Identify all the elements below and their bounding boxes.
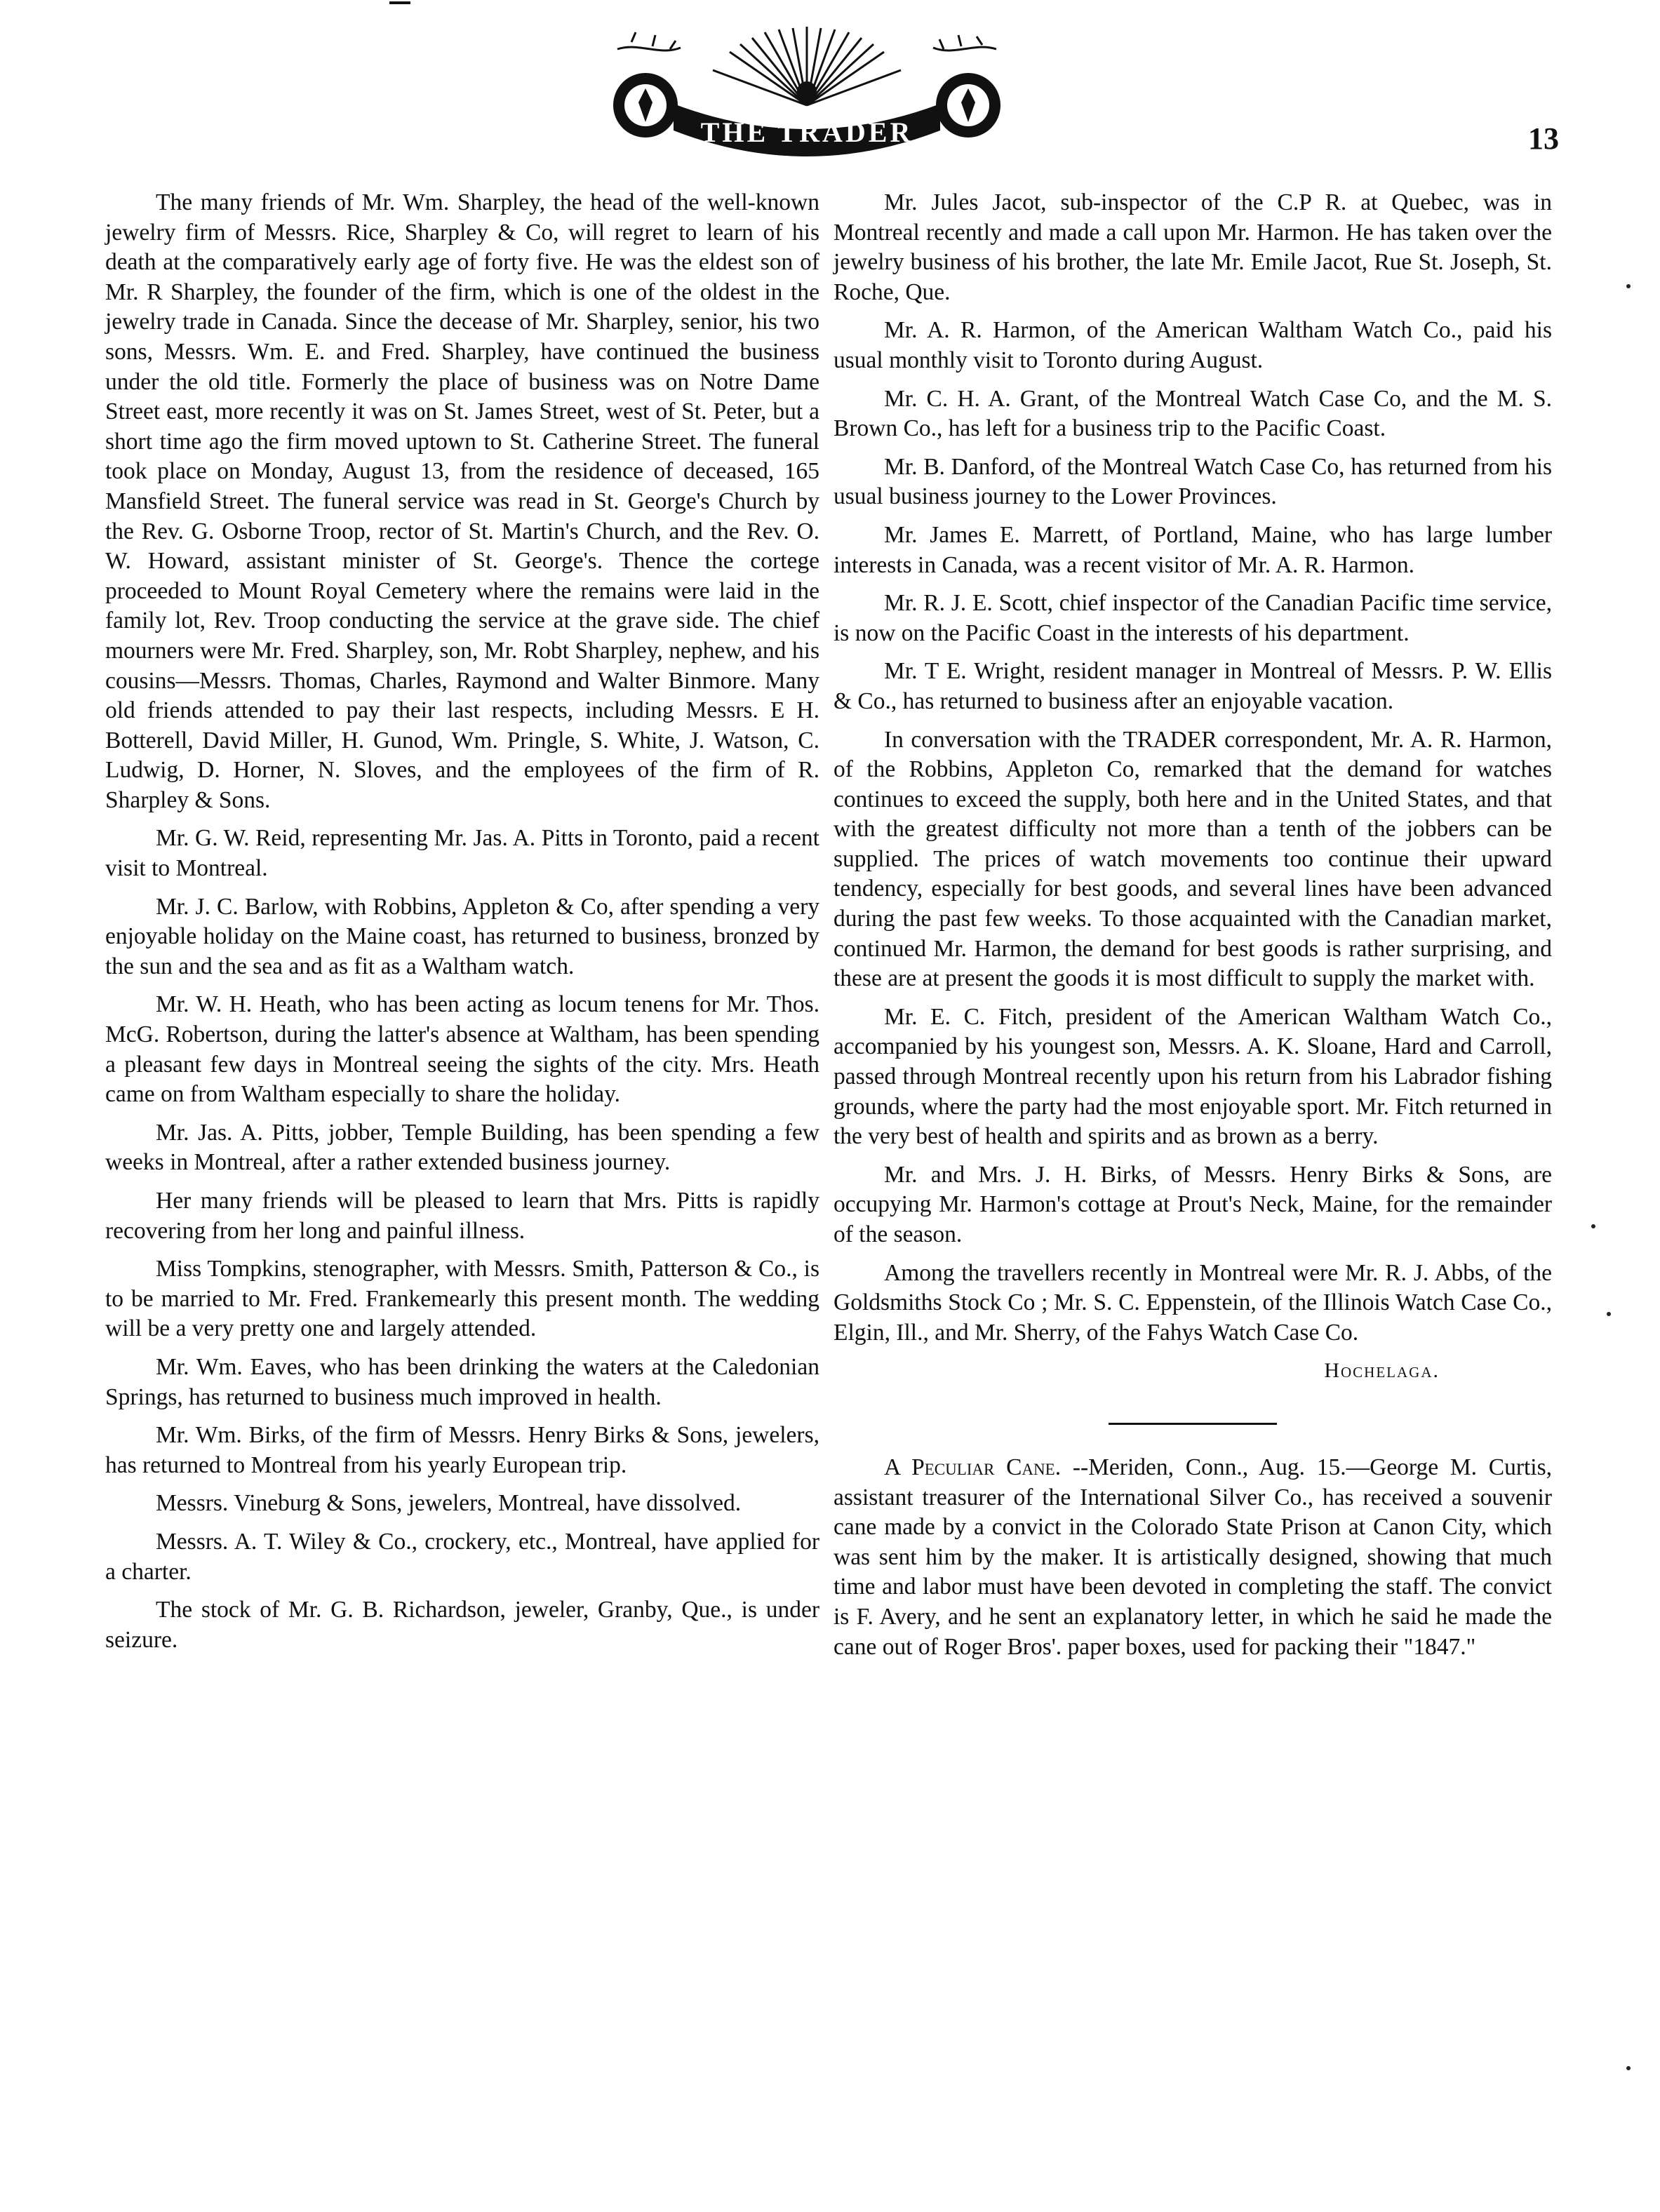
paragraph-richardson: The stock of Mr. G. B. Richardson, jeweler, Granby, Que., is under seizure. [105, 1597, 819, 1653]
stray-mark [389, 1, 410, 4]
article-heading: A Peculiar Cane. [884, 1454, 1062, 1480]
paragraph-scott: Mr. R. J. E. Scott, chief inspector of the Canadian Pacific time service, is now on the Pacific Coast in the interests of his department. [834, 590, 1552, 646]
paragraph-sharpley-obituary: The many friends of Mr. Wm. Sharpley, the head of the well-known jewelry firm of Messrs. Rice, Sharpley & Co, will regret to learn of his death at the comparatively early age of forty five. He was the eldest son of Mr. R Sharpley, the founder of the firm, which is one of the oldest in the jewelry trade in Canada. Since the decease of Mr. Sharpley, senior, his two sons, Messrs. Wm. E. and Fred. Sharpley, have continued the business under the old title. Formerly the place of business was on Notre Dame Street east, more recently it was on St. James Street, west of St. Peter, but a short time ago the firm moved uptown to St. Catherine Street. The funeral took place on Monday, August 13, from the residence of deceased, 165 Mansfield Street. The funeral service was read in St. George's Church by the Rev. G. Osborne Troop, rector of St. Martin's Church, and the Rev. O. W. Howard, assistant minister of St. George's. Thence the cortege proceeded to Mount Royal Cemetery where the remains were laid in the family lot, Rev. Troop conducting the service at the grave side. The chief mourners were Mr. Fred. Sharpley, son, Mr. Robt Sharpley, nephew, and his cousins—Messrs. Thomas, Charles, Raymond and Walter Binmore. Many old friends attended to pay their last respects, including Messrs. E H. Botterell, David Miller, H. Gunod, Wm. Pringle, S. White, J. Watson, C. Ludwig, D. Horner, N. Sloves, and the employees of the firm of R. Sharpley & Sons. [105, 189, 819, 813]
print-speck [1626, 284, 1631, 288]
paragraph-wright: Mr. T E. Wright, resident manager in Montreal of Messrs. P. W. Ellis & Co., has returned to business after an enjoyable vacation. [834, 658, 1552, 714]
correspondent-signature: Hochelaga. [1324, 1359, 1440, 1383]
paragraph-birks: Mr. Wm. Birks, of the firm of Messrs. Henry Birks & Sons, jewelers, has returned to Montreal from his yearly European trip. [105, 1422, 819, 1478]
paragraph-pitts: Mr. Jas. A. Pitts, jobber, Temple Building, has been spending a few weeks in Montreal, after a rather extended business journey. [105, 1119, 819, 1176]
paragraph-birks-cottage: Mr. and Mrs. J. H. Birks, of Messrs. Henry Birks & Sons, are occupying Mr. Harmon's cottage at Prout's Neck, Maine, for the remainder of the season. [834, 1161, 1552, 1247]
paragraph-travellers: Among the travellers recently in Montreal were Mr. R. J. Abbs, of the Goldsmiths Stock Co ; Mr. S. C. Eppenstein, of the Illinois Watch Case Co., Elgin, Ill., and Mr. Sherry, of the Fahys Watch Case Co. [834, 1259, 1552, 1346]
print-speck [1607, 1312, 1611, 1316]
paragraph-harmon-visit: Mr. A. R. Harmon, of the American Waltham Watch Co., paid his usual monthly visit to Toronto during August. [834, 317, 1552, 373]
section-divider [1109, 1423, 1277, 1425]
paragraph-fitch: Mr. E. C. Fitch, president of the American Waltham Watch Co., accompanied by his youngest son, Messrs. A. K. Sloane, Hard and Carroll, passed through Montreal recently upon his return from his Labrador fishing grounds, where the party had the most enjoyable sport. Mr. Fitch returned in the very best of health and spirits and as brown as a berry. [834, 1003, 1552, 1150]
paragraph-jacot: Mr. Jules Jacot, sub-inspector of the C.P R. at Quebec, was in Montreal recently and made a call upon Mr. Harmon. He has taken over the jewelry business of his brother, the late Mr. Emile Jacot, Rue St. Joseph, St. Roche, Que. [834, 189, 1552, 305]
paragraph-marrett: Mr. James E. Marrett, of Portland, Maine, who has large lumber interests in Canada, was a recent visitor of Mr. A. R. Harmon. [834, 521, 1552, 578]
print-speck [1626, 2066, 1631, 2070]
masthead-title: THE TRADER [700, 116, 913, 148]
left-column [105, 188, 819, 1663]
paragraph-barlow: Mr. J. C. Barlow, with Robbins, Appleton & Co, after spending a very enjoyable holiday on the Maine coast, has returned to business, bronzed by the sun and the sea and as fit as a Waltham watch. [105, 893, 819, 979]
right-column [834, 188, 1552, 1670]
paragraph-grant: Mr. C. H. A. Grant, of the Montreal Watch Case Co, and the M. S. Brown Co., has left for a business trip to the Pacific Coast. [834, 385, 1552, 442]
page-number: 13 [1528, 121, 1559, 156]
paragraph-danford: Mr. B. Danford, of the Montreal Watch Case Co, has returned from his usual business journey to the Lower Provinces. [834, 453, 1552, 510]
article-body: --Meriden, Conn., Aug. 15.—George M. Curtis, assistant treasurer of the International Silver Co., has received a souvenir cane made by a convict in the Colorado State Prison at Canon City, which was sent him by the maker. It is artistically designed, showing that much time and labor must have been devoted in completing the staff. The convict is F. Avery, and he sent an explanatory letter, in which he said he made the cane out of Roger Bros'. paper boxes, used for packing their "1847." [834, 1454, 1552, 1660]
masthead-ornament-icon [589, 21, 1024, 161]
print-speck [1591, 1224, 1595, 1228]
paragraph-heath: Mr. W. H. Heath, who has been acting as locum tenens for Mr. Thos. McG. Robertson, during the latter's absence at Waltham, has been spending a pleasant few days in Montreal seeing the sights of the city. Mrs. Heath came on from Waltham especially to share the holiday. [105, 991, 819, 1108]
paragraph-vineburg: Messrs. Vineburg & Sons, jewelers, Montreal, have dissolved. [156, 1490, 742, 1517]
article-peculiar-cane [834, 1453, 1552, 1662]
paragraph-reid: Mr. G. W. Reid, representing Mr. Jas. A. Pitts in Toronto, paid a recent visit to Montreal. [105, 825, 819, 882]
paragraph-wiley: Messrs. A. T. Wiley & Co., crockery, etc., Montreal, have applied for a charter. [105, 1528, 819, 1585]
paragraph-mrs-pitts: Her many friends will be pleased to learn that Mrs. Pitts is rapidly recovering from her long and painful illness. [105, 1188, 819, 1244]
masthead [589, 21, 1024, 161]
paragraph-tompkins: Miss Tompkins, stenographer, with Messrs. Smith, Patterson & Co., is to be married to Mr. Fred. Frankemearly this present month. The wedding will be a very pretty one and largely attended. [105, 1256, 819, 1342]
paragraph-eaves: Mr. Wm. Eaves, who has been drinking the waters at the Caledonian Springs, has returned to business much improved in health. [105, 1353, 819, 1410]
paragraph-trader-conversation: In conversation with the TRADER correspondent, Mr. A. R. Harmon, of the Robbins, Appleton Co, remarked that the demand for watches continues to exceed the supply, both here and in the United States, and that with the greatest difficulty not more than a tenth of the jobbers can be supplied. The prices of watch movements too continue their upward tendency, especially for best goods, and several lines have been advanced during the past few weeks. To those acquainted with the Canadian market, continued Mr. Harmon, the demand for best goods is rather surprising, and these are at present the goods it is most difficult to supply the market with. [834, 726, 1552, 992]
